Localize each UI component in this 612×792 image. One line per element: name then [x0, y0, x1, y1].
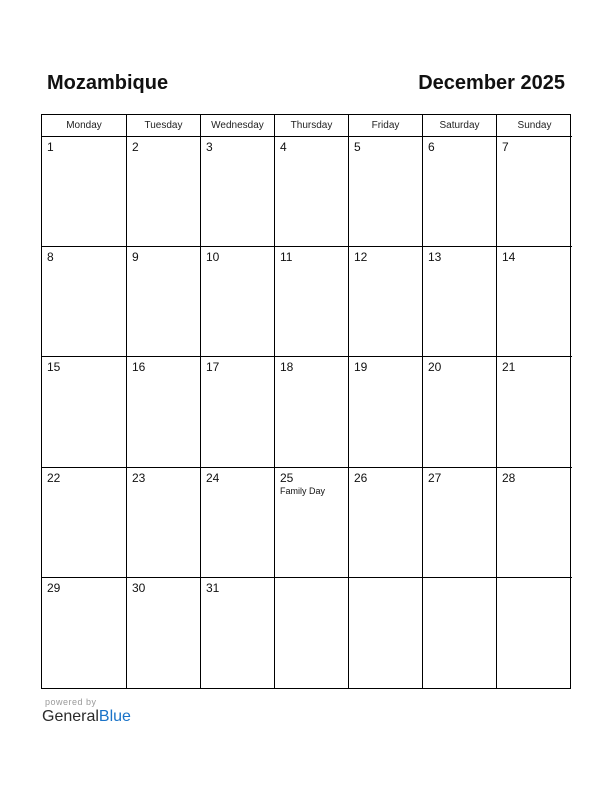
day-cell — [349, 247, 423, 357]
day-number: 17 — [206, 360, 220, 375]
day-cell — [349, 578, 423, 688]
day-cell — [497, 247, 572, 357]
day-cell — [275, 357, 349, 467]
day-cell — [349, 137, 423, 247]
day-number: 29 — [47, 580, 61, 595]
powered-by-text: powered by — [45, 697, 97, 707]
holiday-label: Family Day — [280, 485, 326, 496]
day-cell — [497, 137, 572, 247]
day-number: 21 — [502, 360, 516, 375]
day-number: 22 — [47, 470, 61, 485]
day-number: 8 — [47, 250, 54, 265]
day-cell — [349, 357, 423, 467]
calendar-grid — [41, 114, 571, 689]
day-number: 23 — [132, 470, 146, 485]
brand-general-text: General — [42, 708, 99, 725]
weekday-header-thursday: Thursday — [275, 115, 349, 137]
day-cell — [201, 137, 275, 247]
day-number: 11 — [280, 250, 293, 265]
day-cell — [127, 578, 201, 688]
day-cell — [201, 578, 275, 688]
day-cell — [423, 247, 497, 357]
day-cell — [201, 468, 275, 578]
day-cell — [201, 357, 275, 467]
brand-blue-text: Blue — [98, 708, 131, 725]
day-number: 14 — [502, 250, 516, 265]
month-title: December 2025 — [418, 72, 565, 94]
day-cell — [201, 247, 275, 357]
weekday-header-tuesday: Tuesday — [127, 115, 201, 137]
day-number: 18 — [280, 360, 294, 375]
day-cell — [497, 578, 572, 688]
day-number: 1 — [47, 140, 54, 154]
day-cell — [423, 357, 497, 467]
day-cell — [349, 468, 423, 578]
day-cell — [275, 137, 349, 247]
day-cell — [127, 247, 201, 357]
day-number: 2 — [132, 140, 139, 154]
weekday-header-sunday: Sunday — [497, 115, 572, 137]
day-cell — [42, 247, 127, 357]
country-title: Mozambique — [47, 72, 169, 94]
day-number: 9 — [132, 250, 139, 265]
day-number: 31 — [206, 580, 220, 595]
day-number: 28 — [502, 470, 516, 485]
day-cell — [275, 578, 349, 688]
day-number: 20 — [428, 360, 442, 375]
day-cell — [423, 578, 497, 688]
day-number: 24 — [206, 470, 220, 485]
day-number: 30 — [132, 580, 146, 595]
day-cell — [275, 468, 349, 578]
day-cell — [275, 247, 349, 357]
day-cell — [127, 357, 201, 467]
day-cell — [497, 468, 572, 578]
day-number: 7 — [502, 140, 509, 154]
day-cell — [42, 357, 127, 467]
day-number: 25 — [280, 470, 294, 485]
day-cell — [127, 468, 201, 578]
day-cell — [42, 578, 127, 688]
day-number: 6 — [428, 140, 435, 154]
weekday-header-monday: Monday — [42, 115, 127, 137]
weekday-header-wednesday: Wednesday — [201, 115, 275, 137]
day-cell — [423, 468, 497, 578]
day-number: 13 — [428, 250, 442, 265]
day-number: 12 — [354, 250, 368, 265]
day-number: 10 — [206, 250, 220, 265]
day-cell — [42, 468, 127, 578]
day-number: 4 — [280, 140, 287, 154]
day-cell — [497, 357, 572, 467]
day-number: 26 — [354, 470, 368, 485]
day-cell — [42, 137, 127, 247]
day-number: 16 — [132, 360, 146, 375]
day-number: 5 — [354, 140, 361, 154]
day-number: 19 — [354, 360, 368, 375]
day-cell — [423, 137, 497, 247]
weekday-header-saturday: Saturday — [423, 115, 497, 137]
day-number: 27 — [428, 470, 442, 485]
weekday-header-friday: Friday — [349, 115, 423, 137]
day-cell — [127, 137, 201, 247]
day-number: 15 — [47, 360, 61, 375]
generalblue-logo[interactable] — [42, 708, 131, 726]
day-number: 3 — [206, 140, 213, 154]
